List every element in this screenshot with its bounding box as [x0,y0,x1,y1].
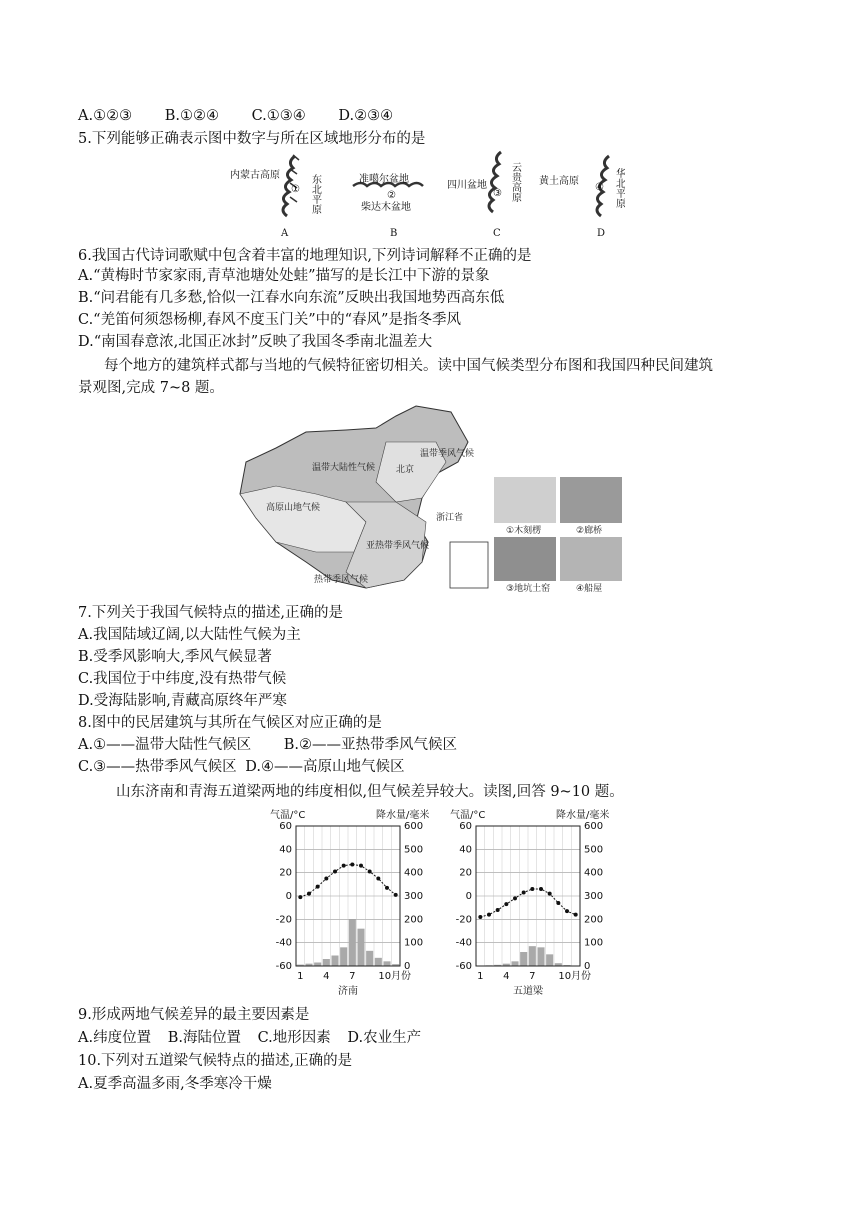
temperature-point [333,870,337,874]
temp-tick-label: 20 [279,867,292,879]
precip-tick-label: 400 [404,867,424,879]
q9-question: 9.形成两地气候差异的最主要因素是 [78,1007,310,1023]
temperature-point [574,913,578,917]
photo-cave-dwelling [494,537,556,581]
temperature-point [359,864,363,868]
temperature-point [539,887,543,891]
q7-option: A.我国陆域辽阔,以大陆性气候为主 [78,627,301,643]
photo-caption: ③地坑土窑 [506,584,551,593]
precip-tick-label: 0 [404,961,411,972]
intro-7-8-line1: 每个地方的建筑样式都与当地的气候特征密切相关。读中国气候类型分布图和我国四种民间建筑 [104,358,713,374]
q9-option: D.农业生产 [347,1030,422,1046]
temp-tick-label: 0 [465,891,472,902]
precip-tick-label: 500 [404,844,424,856]
temp-tick-label: -40 [455,937,472,949]
map-label: 浙江省 [436,513,464,523]
temperature-point [298,895,302,899]
month-tick-label: 4 [503,971,510,982]
temperature-point [478,915,482,919]
q8-option: D.④——高原山地气候区 [245,759,405,775]
temp-tick-label: -60 [275,961,292,972]
precip-bar [366,951,373,966]
temp-axis-label: 气温/°C [270,810,306,821]
q8-option: A.①——温带大陆性气候区 [78,737,252,753]
q8-options-row2 [78,757,405,777]
temp-tick-label: 60 [459,821,472,832]
q5-fig-b-num: ② [387,190,396,201]
precip-bar [314,963,321,967]
precip-tick-label: 600 [404,821,424,832]
precip-bar [340,947,347,966]
precip-bar [529,946,536,966]
photo-wood-house [494,477,556,523]
temp-tick-label: -20 [455,914,472,926]
q6-option: B.“问君能有几多愁,恰似一江春水向东流”反映出我国地势西高东低 [78,290,505,306]
q10-option: A.夏季高温多雨,冬季寒冷干燥 [78,1076,272,1092]
temperature-point [504,902,508,906]
temperature-point [556,901,560,905]
map-label: 亚热带季风气候 [366,541,430,551]
temperature-point [565,909,569,913]
mountain-range-icon [489,152,501,212]
temperature-point [350,863,354,867]
map-label: 北京 [396,465,415,475]
photo-caption: ②廊桥 [576,526,603,536]
temperature-point [316,885,320,889]
temperature-point [324,877,328,881]
precip-tick-label: 600 [584,821,604,832]
temperature-point [394,893,398,897]
q5-fig-d-right: 华北平原 [613,168,625,208]
q4-option: D.②③④ [338,108,394,124]
q8-option: C.③——热带季风气候区 [78,759,237,775]
q7-option: D.受海陆影响,青藏高原终年严寒 [78,693,287,709]
temperature-point [522,891,526,895]
intro-9-10: 山东济南和青海五道梁两地的纬度相似,但气候差异较大。读图,回答 9~10 题。 [116,784,624,800]
precip-bar [349,919,356,966]
q5-question: 5.下列能够正确表示图中数字与所在区域地形分布的是 [78,131,426,147]
precip-tick-label: 400 [584,867,604,879]
temp-tick-label: 20 [459,867,472,879]
precip-bar [375,958,382,966]
precip-axis-label: 降水量/毫米 [556,810,610,821]
q5-fig-b-top: 准噶尔盆地 [359,174,409,185]
map-label: 温带大陆性气候 [312,463,376,473]
q7-question: 7.下列关于我国气候特点的描述,正确的是 [78,605,343,621]
temperature-point [496,908,500,912]
precip-tick-label: 500 [584,844,604,856]
month-tick-label: 7 [349,971,356,982]
map-label: 温带季风气候 [420,449,475,459]
q9-options [78,1028,421,1048]
q7-option: B.受季风影响大,季风气候显著 [78,649,272,665]
chart-title: 济南 [338,986,358,997]
photo-caption: ④船屋 [576,584,603,593]
month-tick-label: 10月份 [558,971,592,982]
photo-covered-bridge [560,477,622,523]
temperature-point [307,892,311,896]
temperature-point [487,913,491,917]
precip-bar [357,929,364,966]
temp-tick-label: -40 [275,937,292,949]
q5-fig-c-left: 四川盆地 [447,180,487,191]
q4-option: A.①②③ [78,108,133,124]
temp-tick-label: 60 [279,821,292,832]
q4-option: B.①②④ [164,108,219,124]
temperature-point [342,864,346,868]
temp-axis-label: 气温/°C [450,810,486,821]
temperature-point [548,892,552,896]
q9-option: C.地形因素 [257,1030,331,1046]
precip-tick-label: 300 [404,891,424,902]
precip-tick-label: 0 [584,961,591,972]
precip-bar [546,954,553,966]
q5-fig-b-letter: B [390,228,398,239]
south-sea-inset [450,542,488,588]
precip-bar [511,961,518,966]
q5-fig-a [230,155,322,239]
q4-options [78,106,421,126]
q9-option: A.纬度位置 [78,1030,152,1046]
q5-fig-c-right: 云贵高原 [509,162,521,202]
q5-fig-b-bottom: 柴达木盆地 [361,202,411,213]
q6-option: A.“黄梅时节家家雨,青草池塘处处蛙”描写的是长江中下游的景象 [78,268,490,284]
building-photos [492,475,622,593]
precip-bar [520,952,527,966]
q5-fig-d [539,156,625,239]
temperature-point [530,887,534,891]
chart-title: 五道梁 [513,986,543,997]
q5-fig-d-left: 黄土高原 [539,176,579,187]
temperature-point [513,896,517,900]
temp-tick-label: 40 [459,844,472,856]
temp-tick-label: 40 [279,844,292,856]
precip-bar [383,961,390,966]
precip-bar [331,956,338,967]
q8-options-row1 [78,735,485,755]
china-climate-map [236,402,492,592]
temp-tick-label: -60 [455,961,472,972]
q5-fig-c-num: ③ [493,188,502,199]
precip-bar [323,959,330,966]
month-tick-label: 1 [477,971,484,982]
q8-option: B.②——亚热带季风气候区 [283,737,457,753]
q9-option: B.海陆位置 [167,1030,241,1046]
temp-tick-label: -20 [275,914,292,926]
q5-terrain-figures [225,148,625,240]
month-tick-label: 7 [529,971,536,982]
q4-option: C.①③④ [251,108,306,124]
intro-7-8-line2: 景观图,完成 7~8 题。 [78,380,224,396]
month-tick-label: 1 [297,971,304,982]
q5-fig-c-letter: C [493,228,501,239]
q8-question: 8.图中的民居建筑与其所在气候区对应正确的是 [78,715,382,731]
precip-bar [537,947,544,966]
q10-question: 10.下列对五道梁气候特点的描述,正确的是 [78,1053,353,1069]
temperature-point [368,870,372,874]
temperature-point [376,877,380,881]
q5-fig-a-left: 内蒙古高原 [230,170,280,181]
map-label: 热带季风气候 [314,575,369,585]
month-tick-label: 4 [323,971,330,982]
precip-tick-label: 300 [584,891,604,902]
climate-charts [260,806,610,1000]
precip-tick-label: 100 [584,937,604,949]
q5-fig-a-right: 东北平原 [309,174,321,214]
month-tick-label: 10月份 [378,971,412,982]
q5-fig-d-num: ④ [595,182,604,193]
q6-question: 6.我国古代诗词歌赋中包含着丰富的地理知识,下列诗词解释不正确的是 [78,248,532,264]
precip-tick-label: 100 [404,937,424,949]
photo-caption: ①木刻楞 [506,526,542,536]
q5-fig-c [447,152,522,239]
map-label: 高原山地气候 [266,503,321,513]
temperature-point [385,886,389,890]
q5-fig-b [353,172,423,239]
q6-option: C.“羌笛何须怨杨柳,春风不度玉门关”中的“春风”是指冬季风 [78,312,461,328]
q5-fig-a-letter: A [281,228,289,239]
precip-tick-label: 200 [584,914,604,926]
precip-axis-label: 降水量/毫米 [376,810,430,821]
q6-option: D.“南国春意浓,北国正冰封”反映了我国冬季南北温差大 [78,334,433,350]
photo-boat-house [560,537,622,581]
precip-tick-label: 200 [404,914,424,926]
q5-fig-a-num: ① [291,184,300,195]
temp-tick-label: 0 [285,891,292,902]
q5-fig-d-letter: D [597,228,606,239]
q7-option: C.我国位于中纬度,没有热带气候 [78,671,287,687]
